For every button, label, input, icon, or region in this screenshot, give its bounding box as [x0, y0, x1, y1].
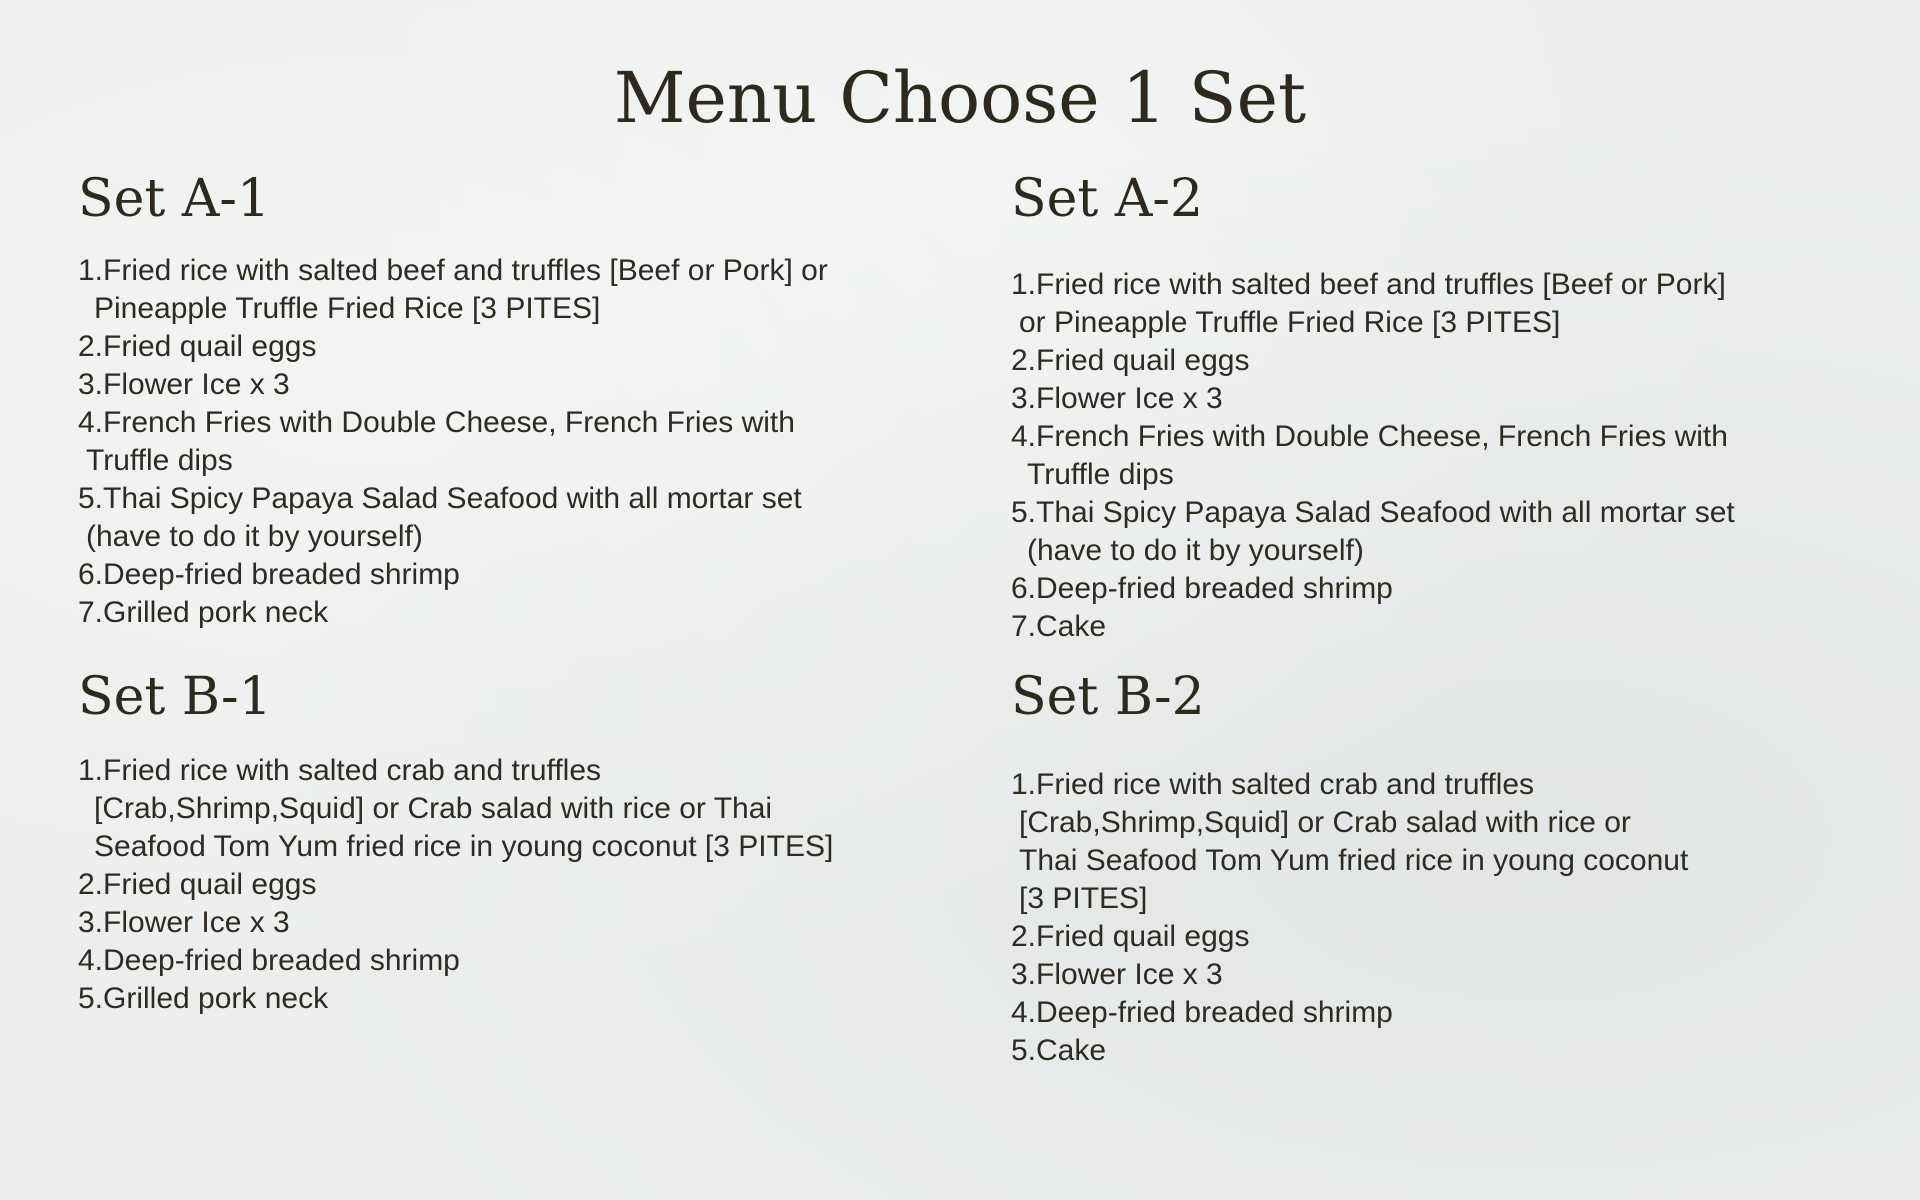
set-a2 [1011, 168, 1735, 646]
menu-item-line: 3.Flower Ice x 3 [1011, 958, 1223, 991]
menu-item-line: 5.Thai Spicy Papaya Salad Seafood with all mortar set [78, 482, 802, 515]
menu-item-line: 5.Cake [1011, 1034, 1107, 1067]
menu-item-line: 1.Fried rice with salted beef and truffles [Beef or Pork] or [78, 254, 828, 287]
set-items [1011, 766, 1688, 1070]
set-heading: Set A-2 [1011, 169, 1204, 229]
menu-item-line: 4.French Fries with Double Cheese, French Fries with [78, 406, 795, 439]
menu-item-line: [3 PITES] [1019, 882, 1148, 915]
menu-item-line: 2.Fried quail eggs [1011, 344, 1250, 377]
menu-item-line: [Crab,Shrimp,Squid] or Crab salad with rice or Thai [94, 792, 773, 825]
set-items [78, 252, 828, 632]
menu-item-line: 2.Fried quail eggs [1011, 920, 1250, 953]
menu-item-line: 3.Flower Ice x 3 [1011, 382, 1223, 415]
menu-item-line: 6.Deep-fried breaded shrimp [1011, 572, 1393, 605]
menu-item-line: 7.Cake [1011, 610, 1107, 643]
menu-item-line: 2.Fried quail eggs [78, 330, 317, 363]
menu-item-line: (have to do it by yourself) [1027, 534, 1364, 567]
set-items [78, 752, 833, 1018]
menu-item-line: Thai Seafood Tom Yum fried rice in young coconut [1019, 844, 1689, 877]
menu-item-line: 6.Deep-fried breaded shrimp [78, 558, 460, 591]
set-b1 [78, 666, 833, 1018]
menu-item-line: 3.Flower Ice x 3 [78, 368, 290, 401]
menu-item-line: Truffle dips [1027, 458, 1174, 491]
menu-item-line: 4.Deep-fried breaded shrimp [1011, 996, 1393, 1029]
menu-item-line: Pineapple Truffle Fried Rice [3 PITES] [94, 292, 601, 325]
set-heading: Set B-1 [78, 667, 272, 727]
menu-item-line: or Pineapple Truffle Fried Rice [3 PITES] [1019, 306, 1561, 339]
menu-item-line: 3.Flower Ice x 3 [78, 906, 290, 939]
set-heading: Set A-1 [78, 169, 271, 229]
menu-item-line: Truffle dips [86, 444, 233, 477]
menu-item-line: Seafood Tom Yum fried rice in young coconut [3 PITES] [94, 830, 834, 863]
set-heading: Set B-2 [1011, 667, 1205, 727]
menu-item-line: 5.Thai Spicy Papaya Salad Seafood with all mortar set [1011, 496, 1735, 529]
menu-item-line: [Crab,Shrimp,Squid] or Crab salad with rice or [1019, 806, 1631, 839]
menu-item-line: 1.Fried rice with salted crab and truffles [78, 754, 602, 787]
menu-item-line: 4.French Fries with Double Cheese, French Fries with [1011, 420, 1728, 453]
menu-item-line: 5.Grilled pork neck [78, 982, 329, 1015]
menu-item-line: 2.Fried quail eggs [78, 868, 317, 901]
page-title: Menu Choose 1 Set [613, 57, 1307, 139]
menu-item-line: 4.Deep-fried breaded shrimp [78, 944, 460, 977]
set-a1 [78, 168, 828, 632]
set-b2 [1011, 666, 1688, 1070]
menu-item-line: 1.Fried rice with salted crab and truffles [1011, 768, 1535, 801]
menu-item-line: 1.Fried rice with salted beef and truffles [Beef or Pork] [1011, 268, 1726, 301]
set-items [1011, 266, 1735, 646]
menu-item-line: 7.Grilled pork neck [78, 596, 329, 629]
menu-item-line: (have to do it by yourself) [86, 520, 423, 553]
